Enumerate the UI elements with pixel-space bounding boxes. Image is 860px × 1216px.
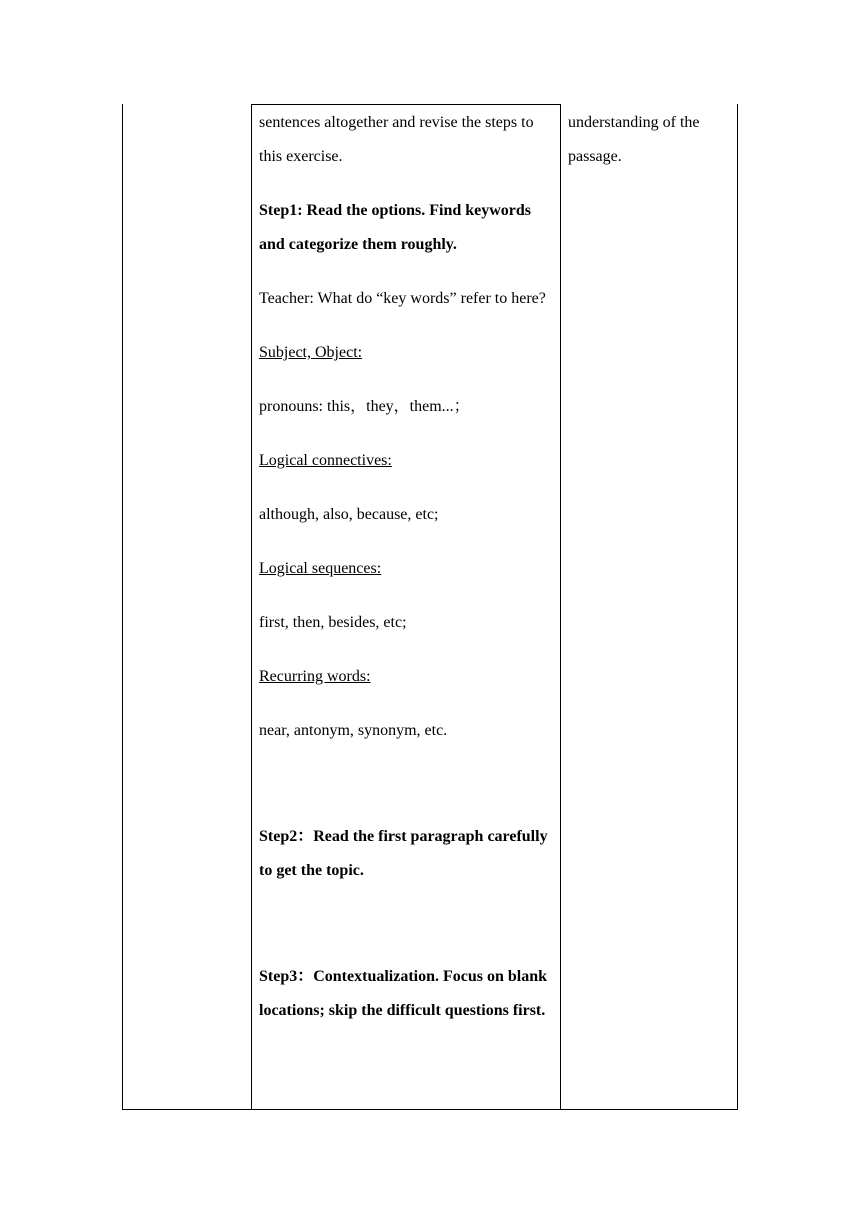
column-divider-right — [560, 104, 561, 1109]
logical-sequences-label: Logical sequences: — [259, 560, 382, 577]
recurring-words-text: near, antonym, synonym, etc. — [259, 722, 448, 739]
step1-heading: Step1: Read the options. Find keywords and categorize them roughly. — [259, 202, 532, 253]
pronouns-text: pronouns: this，they，them...； — [259, 398, 470, 415]
recurring-words-label: Recurring words: — [259, 668, 371, 685]
step3-heading: Step3：Contextualization. Focus on blank locations; skip the difficult questions first. — [259, 968, 548, 1019]
connectives-text: although, also, because, etc; — [259, 506, 439, 523]
purpose-text: understanding of the passage. — [568, 114, 700, 165]
logical-connectives-label: Logical connectives: — [259, 452, 392, 469]
intro-text: sentences altogether and revise the steps to this exercise. — [259, 114, 534, 165]
lesson-plan-table — [122, 104, 738, 1110]
procedure-cell — [259, 104, 557, 1028]
column-divider-left — [251, 104, 252, 1109]
step2-heading: Step2：Read the first paragraph carefully to get the topic. — [259, 828, 548, 879]
teacher-question: Teacher: What do “key words” refer to here? — [259, 290, 546, 307]
subject-object-label: Subject, Object: — [259, 344, 363, 361]
sequences-text: first, then, besides, etc; — [259, 614, 407, 631]
purpose-cell — [568, 104, 736, 174]
